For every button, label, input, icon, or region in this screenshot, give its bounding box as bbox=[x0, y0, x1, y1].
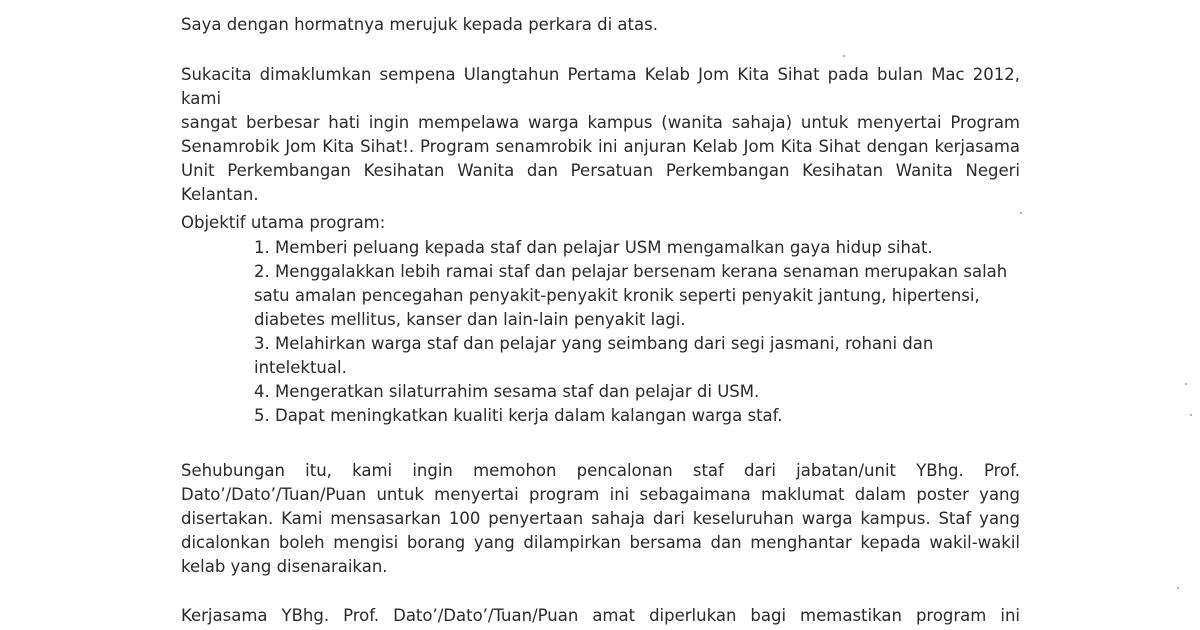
announcement-line: Senamrobik Jom Kita Sihat!. Program senamrobik ini anjuran Kelab Jom Kita Sihat dengan kerjasama bbox=[181, 137, 1020, 156]
objective-item: 3. Melahirkan warga staf dan pelajar yang seimbang dari segi jasmani, rohani dan bbox=[254, 334, 934, 353]
scan-speck bbox=[1190, 414, 1192, 416]
objectives-heading: Objektif utama program: bbox=[181, 213, 386, 232]
announcement-paragraph bbox=[181, 63, 1020, 207]
cooperation-paragraph bbox=[181, 604, 1020, 628]
objective-item: 5. Dapat meningkatkan kualiti kerja dalam kalangan warga staf. bbox=[254, 406, 783, 425]
objective-item-continuation: satu amalan pencegahan penyakit-penyakit kronik seperti penyakit jantung, hipertensi, bbox=[254, 286, 980, 305]
announcement-line: sangat berbesar hati ingin mempelawa warga kampus (wanita sahaja) untuk menyertai Program bbox=[181, 113, 1020, 132]
objective-item: 1. Memberi peluang kepada staf dan pelajar USM mengamalkan gaya hidup sihat. bbox=[254, 238, 933, 257]
scan-speck bbox=[1177, 587, 1179, 589]
request-line: Dato’/Dato’/Tuan/Puan untuk menyertai program ini sebagaimana maklumat dalam poster yang bbox=[181, 485, 1020, 504]
objective-item: 2. Menggalakkan lebih ramai staf dan pelajar bersenam kerana senaman merupakan salah bbox=[254, 262, 1008, 281]
announcement-line: Kelantan. bbox=[181, 185, 259, 204]
objective-item-continuation: diabetes mellitus, kanser dan lain-lain penyakit lagi. bbox=[254, 310, 686, 329]
request-line: dicalonkan boleh mengisi borang yang dilampirkan bersama dan menghantar kepada wakil-wakil bbox=[181, 533, 1020, 552]
request-paragraph bbox=[181, 459, 1020, 579]
objective-item-continuation: intelektual. bbox=[254, 358, 347, 377]
objective-item: 4. Mengeratkan silaturrahim sesama staf dan pelajar di USM. bbox=[254, 382, 760, 401]
announcement-line: Unit Perkembangan Kesihatan Wanita dan Persatuan Perkembangan Kesihatan Wanita Negeri bbox=[181, 161, 1020, 180]
scan-speck bbox=[1020, 212, 1022, 214]
objectives-list bbox=[254, 236, 1014, 428]
request-line: disertakan. Kami mensasarkan 100 penyertaan sahaja dari keseluruhan warga kampus. Staf yang bbox=[181, 509, 1020, 528]
scan-speck bbox=[843, 55, 845, 57]
scan-speck bbox=[1185, 383, 1187, 385]
cooperation-line: Kerjasama YBhg. Prof. Dato’/Dato’/Tuan/Puan amat diperlukan bagi memastikan program ini bbox=[181, 606, 1020, 625]
announcement-line: Sukacita dimaklumkan sempena Ulangtahun Pertama Kelab Jom Kita Sihat pada bulan Mac 2012, kami bbox=[181, 65, 1020, 108]
request-line: Sehubungan itu, kami ingin memohon pencalonan staf dari jabatan/unit YBhg. Prof. bbox=[181, 461, 1020, 480]
request-line: kelab yang disenaraikan. bbox=[181, 557, 388, 576]
intro-paragraph: Saya dengan hormatnya merujuk kepada perkara di atas. bbox=[181, 15, 658, 34]
